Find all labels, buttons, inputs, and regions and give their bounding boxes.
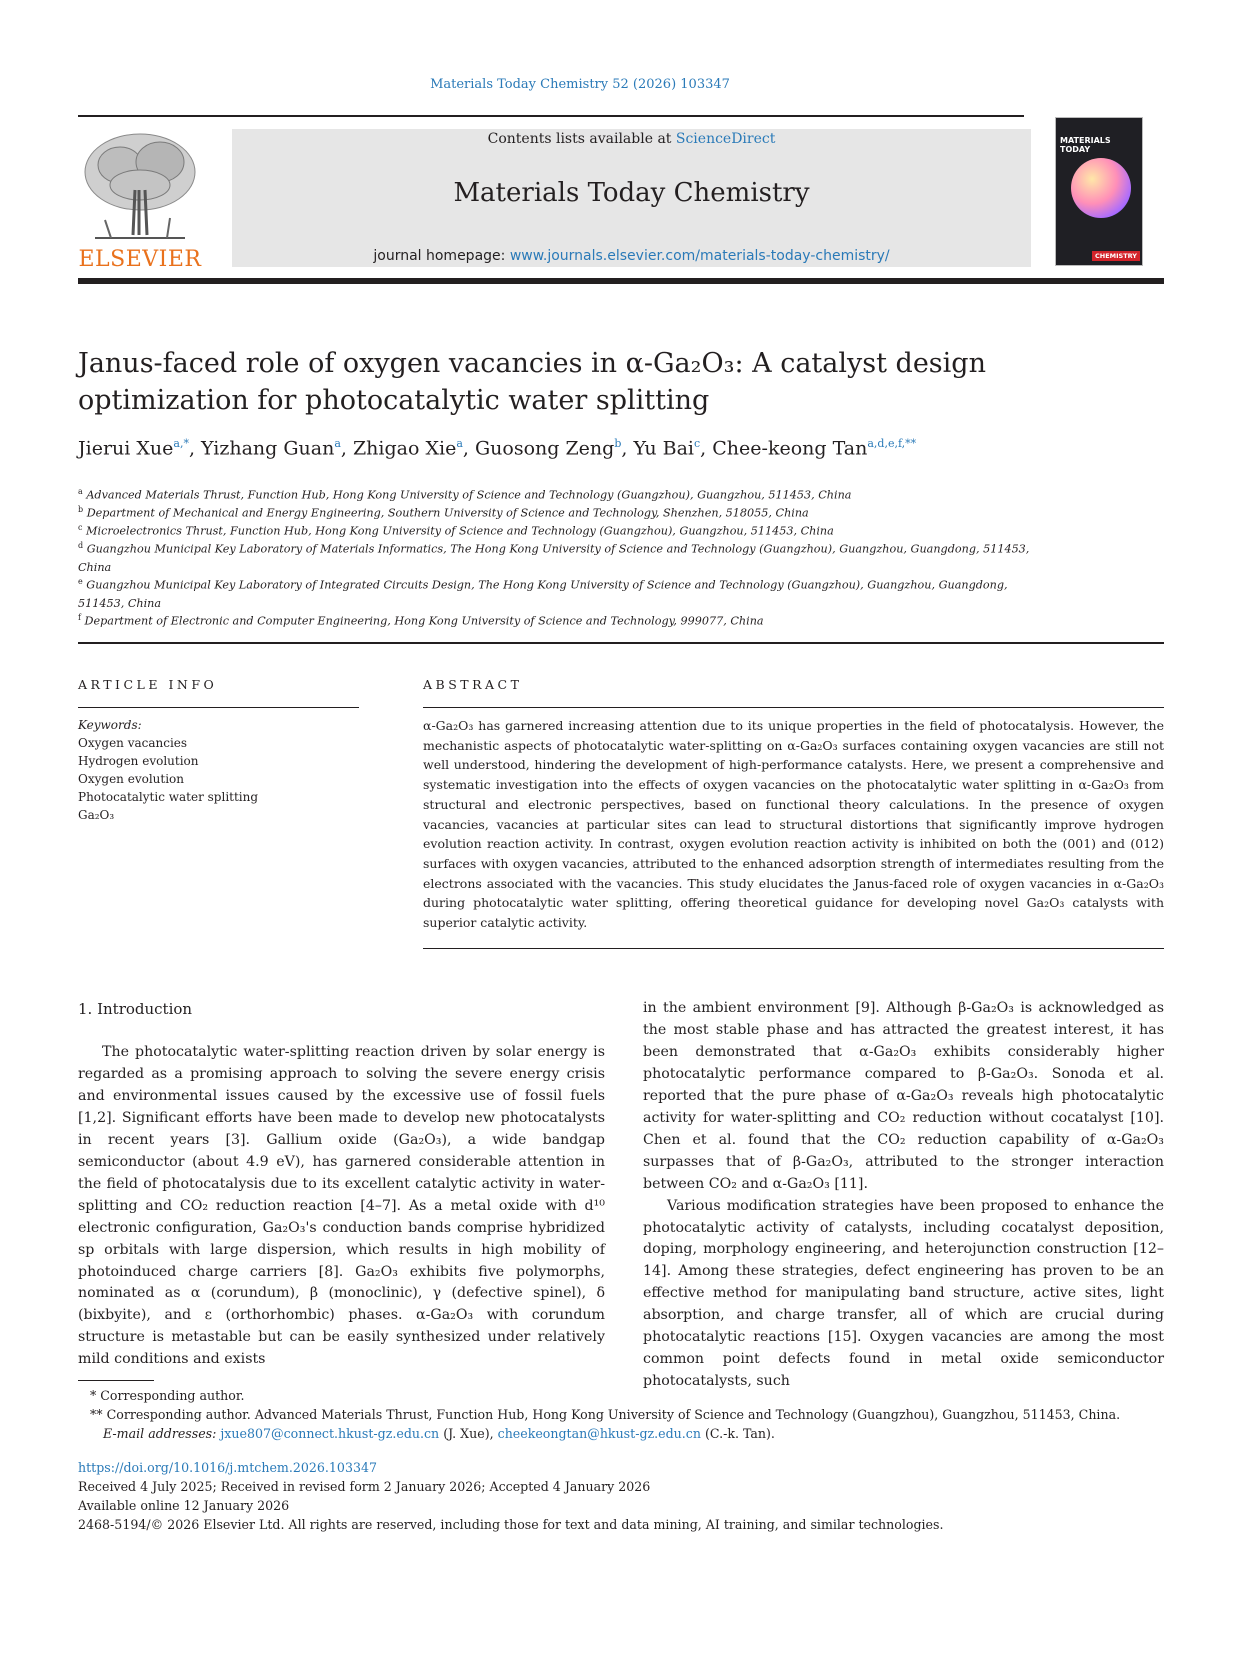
author-marks[interactable]: a: [334, 437, 341, 450]
journal-title: Materials Today Chemistry: [453, 178, 810, 208]
email-link-tan[interactable]: cheekeongtan@hkust-gz.edu.cn: [497, 1426, 701, 1441]
abstract-text: α-Ga₂O₃ has garnered increasing attention due to its unique properties in the field of photocatalysis. However, the mechanistic aspects of photocatalytic water-splitting on α-Ga₂O₃ surfaces containing oxygen vacancies are still not well understood, hindering the development of high-performance catalysts. Here, we present a comprehensive and systematic investigation into the effects of oxygen vacancies on the photocatalytic water splitting in α-Ga₂O₃ from structural and electronic perspectives, based on functional theory calculations. In the presence of oxygen vacancies, vacancies at particular sites can lead to structural distortions that significantly improve hydrogen evolution reaction activity. In contrast, oxygen evolution reaction activity is inhibited on both the (001) and (012) surfaces with oxygen vacancies, attributed to the enhanced adsorption strength of intermediates resulting from the electrons associated with the vacancies. This study elucidates the Janus-faced role of oxygen vacancies in α-Ga₂O₃ during photocatalytic water splitting, offering theoretical guidance for developing novel Ga₂O₃ catalysts with superior catalytic activity.: [423, 718, 1164, 931]
author-name[interactable]: Guosong Zeng: [474, 437, 615, 460]
affiliation-text: Department of Mechanical and Energy Engineering, Southern University of Science and Technology, Shenzhen, 518055, China: [86, 506, 809, 520]
intro-paragraph: in the ambient environment [9]. Although β-Ga₂O₃ is acknowledged as the most stable phase and has attracted the greatest interest, it has been demonstrated that α-Ga₂O₃ exhibits considerably higher photocatalytic performance compared to β-Ga₂O₃. Sonoda et al. reported that the pure phase of α-Ga₂O₃ reveals high photocatalytic activity for water-splitting and CO₂ reduction without cocatalyst [10]. Chen et al. found that the CO₂ reduction capability of α-Ga₂O₃ surpasses that of β-Ga₂O₃, attributed to the stronger interaction between CO₂ and α-Ga₂O₃ [11].: [643, 1000, 1164, 1192]
affiliation-mark: e: [78, 577, 83, 586]
journal-reference-link[interactable]: Materials Today Chemistry 52 (2026) 103347: [430, 77, 730, 92]
cover-title-line2: TODAY: [1060, 145, 1091, 154]
keywords-label: Keywords:: [78, 718, 142, 732]
author-name[interactable]: Yizhang Guan: [201, 437, 335, 460]
footnote-corresponding-2: ** Corresponding author. Advanced Materials Thrust, Function Hub, Hong Kong University of Science and Technology (Guangzhou), Guangzhou, 511453, China.: [90, 1407, 1121, 1422]
affiliation-item: [78, 537, 1038, 577]
email-owner: (J. Xue),: [443, 1426, 494, 1441]
sciencedirect-link[interactable]: ScienceDirect: [675, 131, 776, 147]
article-info-heading: ARTICLE INFO: [78, 677, 218, 692]
journal-cover-image[interactable]: [1055, 117, 1143, 266]
author-marks[interactable]: a: [456, 437, 463, 450]
author-marks[interactable]: c: [694, 437, 701, 450]
abstract-rule: [423, 707, 1164, 708]
copyright-line: 2468-5194/© 2026 Elsevier Ltd. All rights are reserved, including those for text and data mining, AI training, and similar technologies.: [78, 1517, 944, 1532]
keyword-item[interactable]: Oxygen evolution: [78, 772, 184, 786]
cover-title: [1060, 136, 1111, 154]
homepage-prefix: journal homepage:: [373, 248, 510, 264]
intro-paragraph: Various modification strategies have been proposed to enhance the photocatalytic activity of catalysts, including cocatalyst deposition, doping, morphology engineering, and heterojunction construction [12–14]. Among these strategies, defect engineering has proven to be an effective method for manipulating band structure, active sites, light absorption, and charge transfer, all of which are crucial during photocatalytic reactions [15]. Oxygen vacancies are among the most common point defects found in metal oxide semiconductor photocatalysts, such: [643, 1197, 1164, 1390]
affiliation-item: [78, 609, 1038, 631]
homepage-line: [232, 248, 1031, 264]
doi-link[interactable]: https://doi.org/10.1016/j.mtchem.2026.103347: [78, 1460, 377, 1475]
footnote-emails: [103, 1424, 775, 1443]
affiliation-text: Guangzhou Municipal Key Laboratory of Integrated Circuits Design, The Hong Kong University of Science and Technology (Guangzhou), Guangzhou, Guangdong, 511453, China: [78, 578, 1008, 610]
header-top-rule: [78, 115, 1024, 117]
footnote-corresponding-1: * Corresponding author.: [90, 1388, 245, 1403]
affiliation-text: Advanced Materials Thrust, Function Hub, Hong Kong University of Science and Technology (Guangzhou), Guangzhou, 511453, China: [86, 488, 852, 502]
email-link-xue[interactable]: jxue807@connect.hkust-gz.edu.cn: [220, 1426, 440, 1441]
contents-prefix: Contents lists available at: [487, 131, 676, 147]
available-online: Available online 12 January 2026: [78, 1498, 290, 1513]
author-name[interactable]: Jierui Xue: [78, 437, 174, 460]
keyword-item[interactable]: Ga₂O₃: [78, 808, 115, 822]
affiliations-divider: [78, 642, 1164, 644]
section-heading-introduction: 1. Introduction: [78, 1000, 193, 1018]
affiliation-mark: a: [78, 487, 83, 496]
intro-right-column: [643, 998, 1164, 1393]
cover-orb-graphic: [1071, 158, 1131, 218]
email-label: E-mail addresses:: [103, 1426, 217, 1441]
article-title-line2: optimization for photocatalytic water splitting: [78, 385, 710, 416]
affiliation-item: [78, 573, 1038, 613]
received-dates: Received 4 July 2025; Received in revised form 2 January 2026; Accepted 4 January 2026: [78, 1479, 651, 1494]
cover-title-line1: MATERIALS: [1060, 136, 1111, 145]
article-title: [78, 345, 1138, 419]
affiliation-text: Guangzhou Municipal Key Laboratory of Materials Informatics, The Hong Kong University of Science and Technology (Guangzhou), Guangzhou, Guangdong, 511453, China: [78, 542, 1030, 574]
email-owner: (C.-k. Tan).: [704, 1426, 775, 1441]
article-info-rule: [78, 707, 359, 708]
article-title-line1: Janus-faced role of oxygen vacancies in α-Ga₂O₃: A catalyst design: [78, 348, 986, 379]
abstract-bottom-rule: [423, 948, 1164, 949]
keyword-item[interactable]: Oxygen vacancies: [78, 736, 188, 750]
header-thick-rule: [78, 278, 1164, 284]
affiliation-mark: f: [78, 613, 81, 622]
author-name[interactable]: Yu Bai: [633, 437, 694, 460]
author-marks[interactable]: a,d,e,f,**: [867, 437, 917, 450]
footnote-rule: [78, 1380, 154, 1381]
author-marks[interactable]: a,*: [173, 437, 189, 450]
cover-badge: CHEMISTRY: [1092, 251, 1140, 261]
affiliation-text: Microelectronics Thrust, Function Hub, Hong Kong University of Science and Technology (Guangzhou), Guangzhou, 511453, China: [86, 524, 834, 538]
affiliation-mark: b: [78, 505, 84, 514]
author-marks[interactable]: b: [614, 437, 622, 450]
affiliation-mark: c: [78, 523, 83, 532]
affiliation-text: Department of Electronic and Computer Engineering, Hong Kong University of Science and Technology, 999077, China: [84, 614, 764, 628]
author-name[interactable]: Chee-keong Tan: [712, 437, 868, 460]
journal-homepage-link[interactable]: www.journals.elsevier.com/materials-today-chemistry/: [509, 248, 890, 264]
keyword-item[interactable]: Photocatalytic water splitting: [78, 790, 259, 804]
keyword-item[interactable]: Hydrogen evolution: [78, 754, 199, 768]
keywords-block: [78, 716, 258, 824]
affiliation-mark: d: [78, 541, 84, 550]
author-list: Jierui Xue$^{a,*}$, Yizhang Guan$^a$, Zhigao Xie$^a$, Guosong Zeng$^b$, Yu Bai$^c$, Chee-keong Tan$^{a,d,e,f,**}$: [78, 437, 917, 460]
author-name[interactable]: Zhigao Xie: [352, 437, 457, 460]
contents-line: [232, 131, 1031, 147]
abstract-heading: ABSTRACT: [423, 677, 523, 692]
elsevier-wordmark: ELSEVIER: [78, 247, 202, 272]
intro-left-column: The photocatalytic water-splitting reaction driven by solar energy is regarded as a promising approach to solving the severe energy crisis and environmental issues caused by the excessive use of fossil fuels [1,2]. Significant efforts have been made to develop new photocatalysts in recent years [3]. Gallium oxide (Ga₂O₃), a wide bandgap semiconductor (about 4.9 eV), has garnered considerable attention in the field of photocatalysis due to its excellent catalytic activity in water-splitting and CO₂ reduction reaction [4–7]. As a metal oxide with d¹⁰ electronic configuration, Ga₂O₃'s conduction bands comprise hybridized sp orbitals with large dispersion, which results in high mobility of photoinduced charge carriers [8]. Ga₂O₃ exhibits five polymorphs, nominated as α (corundum), β (monoclinic), γ (defective spinel), δ (bixbyite), and ε (orthorhombic) phases. α-Ga₂O₃ with corundum structure is metastable but can be easily synthesized under relatively mild conditions and exists: [78, 1044, 605, 1368]
